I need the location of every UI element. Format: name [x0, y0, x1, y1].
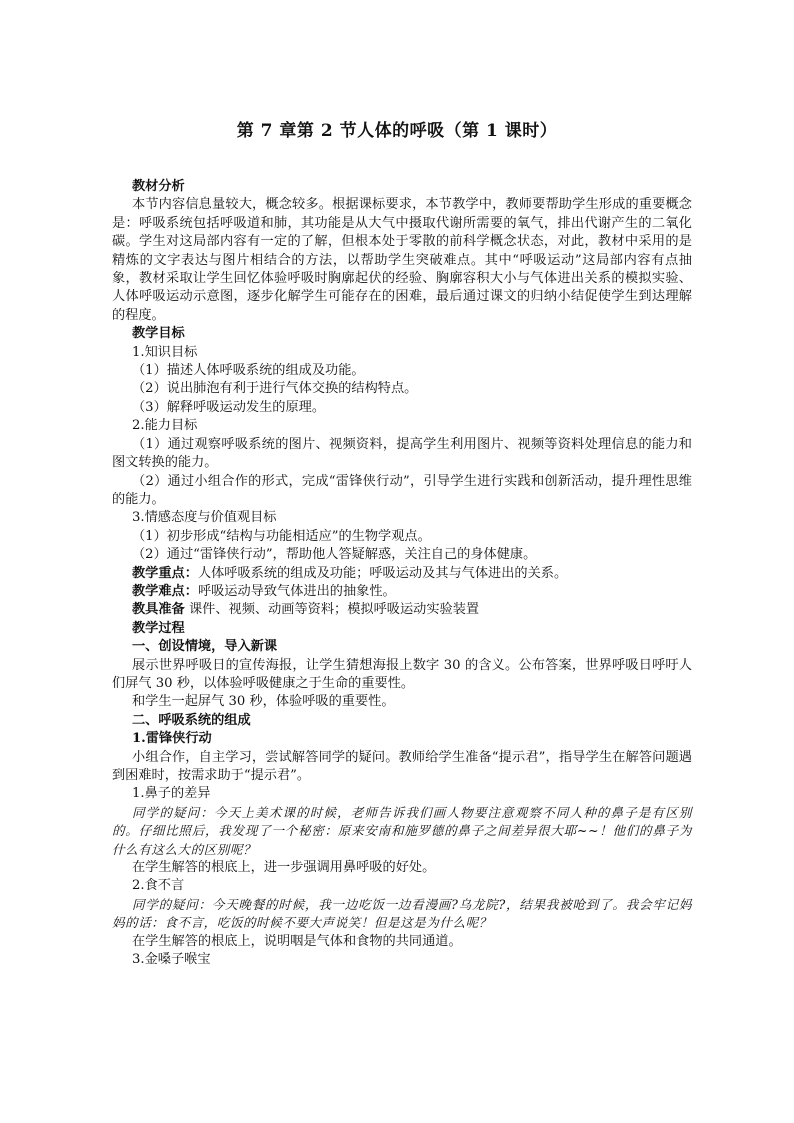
part2-paragraph: 小组合作，自主学习，尝试解答同学的疑问。教师给学生准备“提示君”，指导学生在解答问题遇到困难时，按需求助于“提示君”。	[112, 749, 692, 783]
analysis-paragraph: 本节内容信息量较大，概念较多。根据课标要求，本节教学中，教师要帮助学生形成的重要概念是：呼吸系统包括呼吸道和肺，其功能是从大气中摄取代谢所需要的氧气，排出代谢产生的二氧化碳。学生对这局部内容有一定的了解，但根本处于零散的前科学概念状态，对此，教材中采用的是精炼的文字表达与图片相结合的方法，以帮助学生突破难点。其中“呼吸运动”这局部内容有点抽象，教材采取让学生回忆体验呼吸时胸廓起伏的经验、胸廓容积大小与气体进出关系的模拟实验、人体呼吸运动示意图，逐步化解学生可能存在的困难，最后通过课文的归纳小结促使学生到达理解的程度。	[112, 197, 692, 323]
emotion-goal-item: （1）初步形成“结构与功能相适应”的生物学观点。	[132, 528, 431, 544]
key-point-label: 教学重点：	[132, 565, 198, 581]
question-text: 同学的疑问：今天上美术课的时候，老师告诉我们画人物要注意观察不同人种的鼻子是有区别的。仔细比照后，我发现了一个秘密：原来安南和施罗德的鼻子之间差异很大耶~~！他们的鼻子为什么有这么大的区别呢？	[112, 804, 692, 857]
emotion-goal-title: 3.情感态度与价值观目标	[132, 510, 277, 526]
difficulty-text: 呼吸运动导致气体进出的抽象性。	[197, 583, 396, 599]
part1-paragraph: 和学生一起屏气 30 秒，体验呼吸的重要性。	[132, 694, 395, 710]
difficulty-label: 教学难点：	[132, 583, 198, 599]
part1-heading: 一、创设情境，导入新课	[132, 639, 278, 655]
key-point-line	[112, 565, 692, 583]
section-heading-analysis: 教材分析	[132, 179, 185, 194]
prep-label: 教具准备	[132, 602, 185, 618]
knowledge-goal-item: （3）解释呼吸运动发生的原理。	[132, 399, 326, 415]
ability-goal-item: （1）通过观察呼吸系统的图片、视频资料，提高学生利用图片、视频等资料处理信息的能力和图文转换的能力。	[112, 436, 692, 471]
part2-heading: 二、呼吸系统的组成	[132, 712, 251, 728]
prep-text: 课件、视频、动画等资料；模拟呼吸运动实验装置	[184, 602, 480, 618]
question-note: 在学生解答的根底上，进一步强调用鼻呼吸的好处。	[132, 860, 436, 876]
key-point-text: 人体呼吸系统的组成及功能；呼吸运动及其与气体进出的关系。	[197, 565, 568, 581]
ability-goal-title: 2.能力目标	[132, 418, 198, 434]
prep-line	[112, 601, 692, 619]
question-text: 同学的疑问：今天晚餐的时候，我一边吃饭一边看漫画?乌龙院?，结果我被呛到了。我会牢记妈妈的话：食不言，吃饭的时候不要大声说笑！但是这是为什么呢？	[112, 896, 692, 931]
part2-subheading: 1.雷锋侠行动	[132, 731, 212, 747]
knowledge-goal-item: （2）说出肺泡有利于进行气体交换的结构特点。	[132, 381, 418, 397]
process-heading: 教学过程	[132, 620, 185, 636]
question-title: 3.金嗓子喉宝	[132, 952, 211, 968]
question-title: 2.食不言	[132, 878, 185, 894]
ability-goal-item: （2）通过小组合作的形式，完成“雷锋侠行动”，引导学生进行实践和创新活动，提升理性思维的能力。	[112, 473, 692, 507]
difficulty-line	[112, 583, 692, 601]
knowledge-goal-item: （1）描述人体呼吸系统的组成及功能。	[132, 363, 365, 379]
part1-paragraph: 展示世界呼吸日的宣传海报，让学生猜想海报上数字 30 的含义。公布答案，世界呼吸日呼吁人们屏气 30 秒，以体验呼吸健康之于生命的重要性。	[112, 657, 692, 691]
emotion-goal-item: （2）通过“雷锋侠行动”，帮助他人答疑解惑，关注自己的身体健康。	[132, 547, 537, 563]
section-heading-goals: 教学目标	[132, 326, 185, 342]
question-note: 在学生解答的根底上，说明咽是气体和食物的共同通道。	[132, 933, 462, 949]
question-title: 1.鼻子的差异	[132, 786, 211, 802]
page-title: 第 7 章第 2 节人体的呼吸（第 1 课时）	[236, 121, 558, 141]
document-body	[112, 178, 692, 969]
knowledge-goal-title: 1.知识目标	[132, 344, 198, 360]
